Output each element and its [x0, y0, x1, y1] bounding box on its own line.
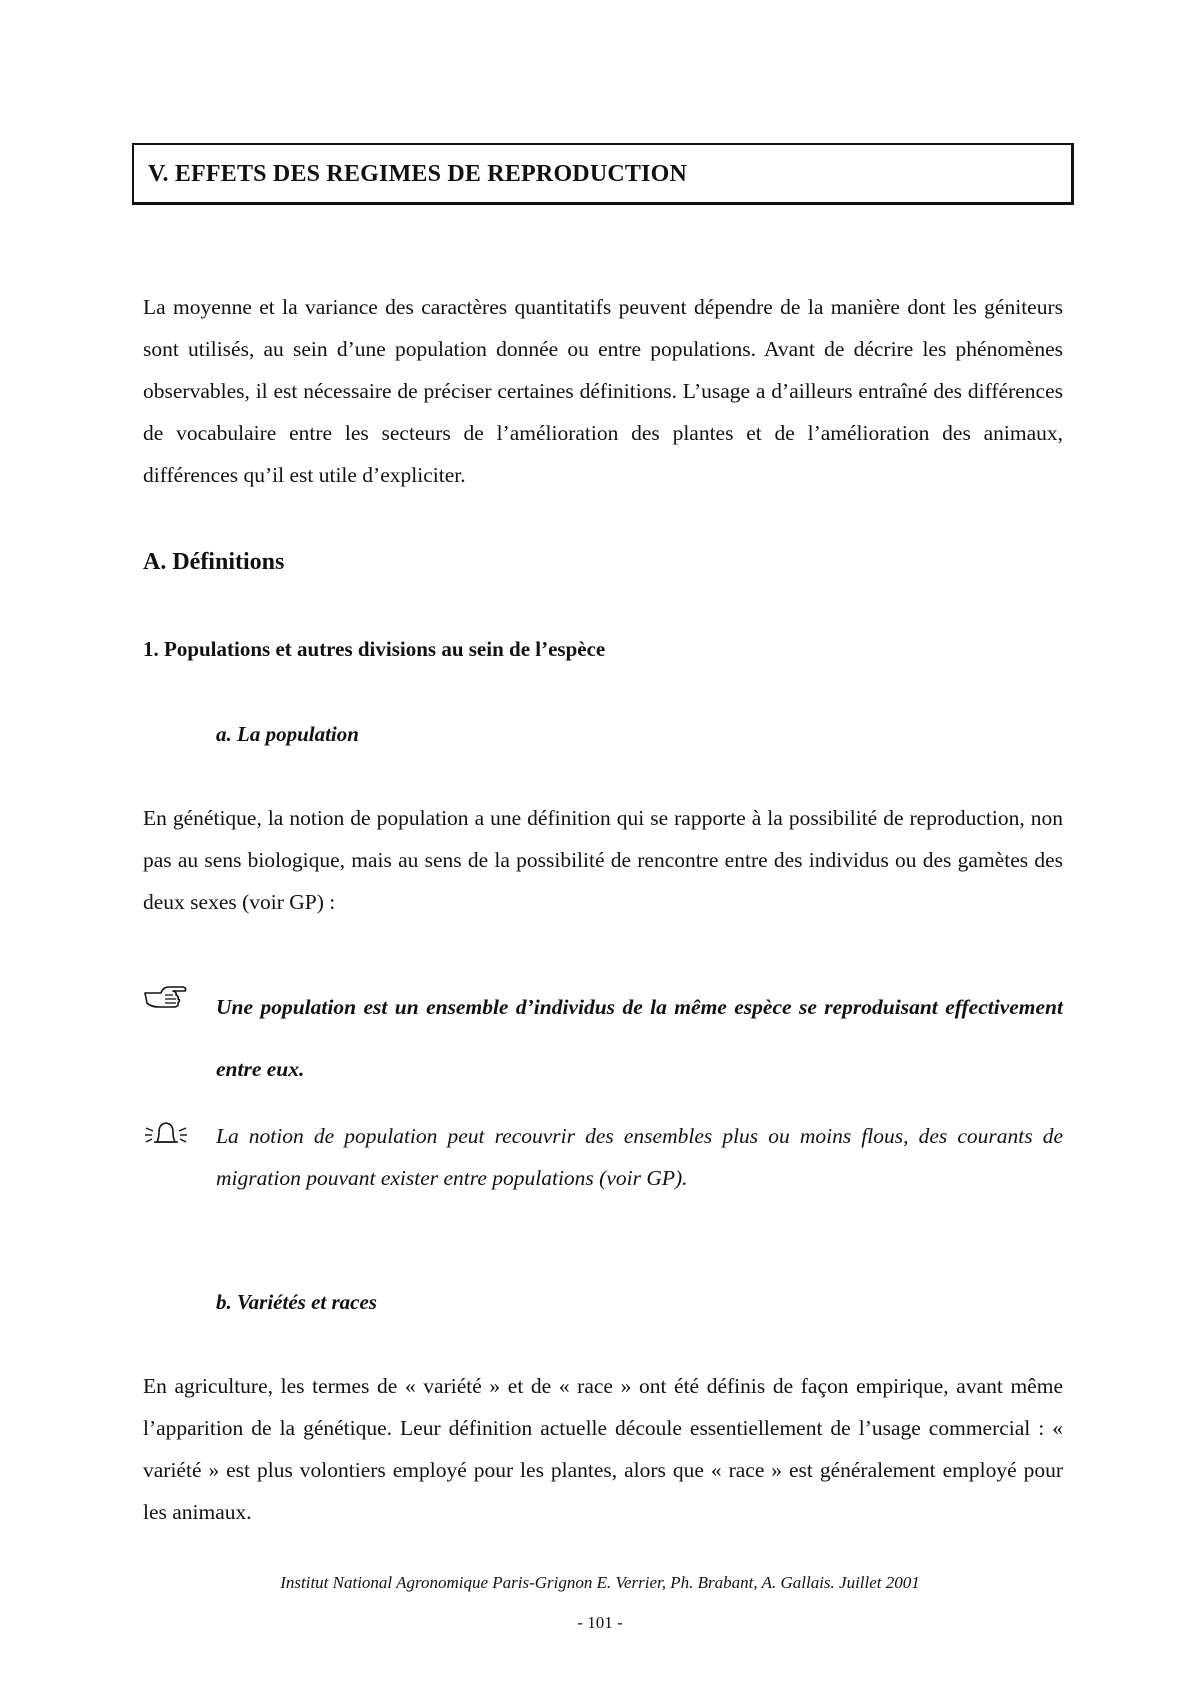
- chapter-title: V. EFFETS DES REGIMES DE REPRODUCTION: [148, 161, 688, 187]
- bell-icon: [143, 1118, 189, 1148]
- section-heading-definitions: A. Définitions: [143, 549, 285, 575]
- footer-credits: Institut National Agronomique Paris-Grignon E. Verrier, Ph. Brabant, A. Gallais. Juillet 2001: [280, 1573, 920, 1592]
- intro-paragraph: La moyenne et la variance des caractères quantitatifs peuvent dépendre de la manière dont les géniteurs sont utilisés, au sein d’une population donnée ou entre populations. Avant de décrire les phénomènes observables, il est nécessaire de préciser certaines définitions. L’usage a d’ailleurs entraîné des différences de vocabulaire entre les secteurs de l’amélioration des plantes et de l’amélioration des animaux, différences qu’il est utile d’expliciter.: [143, 295, 1063, 487]
- subsection-heading-populations: 1. Populations et autres divisions au sein de l’espèce: [143, 637, 606, 661]
- population-definition: Une population est un ensemble d’individus de la même espèce se reproduisant effectivement entre eux.: [216, 995, 1063, 1081]
- subsubsection-heading-population: a. La population: [216, 722, 359, 746]
- varieties-paragraph: En agriculture, les termes de « variété » et de « race » ont été définis de façon empirique, avant même l’apparition de la génétique. Leur définition actuelle découle essentiellement de l’usage commercial : « variété » est plus volontiers employé pour les plantes, alors que « race » est généralement employé pour les animaux.: [143, 1374, 1063, 1524]
- page-number: - 101 -: [577, 1613, 623, 1632]
- population-paragraph: En génétique, la notion de population a une définition qui se rapporte à la possibilité de reproduction, non pas au sens biologique, mais au sens de la possibilité de rencontre entre des individus ou des gamètes des deux sexes (voir GP) :: [143, 806, 1063, 914]
- chapter-title-box: [132, 143, 1074, 205]
- population-remark: La notion de population peut recouvrir des ensembles plus ou moins flous, des courants de migration pouvant exister entre populations (voir GP).: [216, 1124, 1063, 1190]
- subsubsection-heading-varieties: b. Variétés et races: [216, 1290, 377, 1314]
- pointing-hand-icon: [143, 983, 189, 1013]
